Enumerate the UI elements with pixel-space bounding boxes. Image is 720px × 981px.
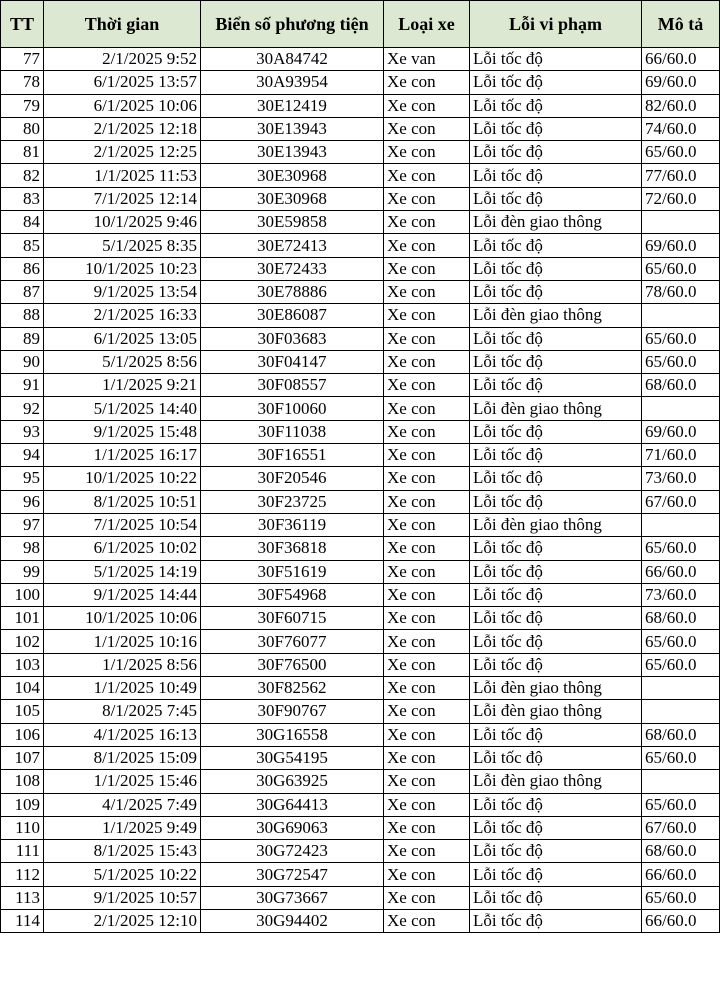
cell-time: 6/1/2025 10:02 xyxy=(44,537,201,560)
cell-plate: 30F20546 xyxy=(201,467,384,490)
cell-tt: 110 xyxy=(1,816,44,839)
cell-description: 72/60.0 xyxy=(642,187,720,210)
cell-tt: 85 xyxy=(1,234,44,257)
table-row xyxy=(1,211,720,234)
cell-plate: 30F76500 xyxy=(201,653,384,676)
cell-time: 9/1/2025 13:54 xyxy=(44,280,201,303)
cell-tt: 88 xyxy=(1,304,44,327)
cell-tt: 90 xyxy=(1,350,44,373)
cell-plate: 30E13943 xyxy=(201,141,384,164)
cell-description: 68/60.0 xyxy=(642,723,720,746)
cell-description: 69/60.0 xyxy=(642,420,720,443)
cell-time: 5/1/2025 14:40 xyxy=(44,397,201,420)
cell-plate: 30F16551 xyxy=(201,444,384,467)
cell-tt: 108 xyxy=(1,770,44,793)
cell-vehicle-type: Xe con xyxy=(384,700,470,723)
cell-plate: 30E78886 xyxy=(201,280,384,303)
cell-violation: Lỗi tốc độ xyxy=(470,350,642,373)
cell-vehicle-type: Xe con xyxy=(384,187,470,210)
cell-vehicle-type: Xe con xyxy=(384,257,470,280)
cell-vehicle-type: Xe con xyxy=(384,583,470,606)
cell-description xyxy=(642,304,720,327)
cell-violation: Lỗi đèn giao thông xyxy=(470,677,642,700)
cell-vehicle-type: Xe con xyxy=(384,886,470,909)
cell-vehicle-type: Xe con xyxy=(384,630,470,653)
cell-description: 68/60.0 xyxy=(642,607,720,630)
cell-time: 2/1/2025 12:18 xyxy=(44,117,201,140)
cell-violation: Lỗi tốc độ xyxy=(470,117,642,140)
cell-tt: 89 xyxy=(1,327,44,350)
table-row xyxy=(1,863,720,886)
cell-description: 65/60.0 xyxy=(642,257,720,280)
cell-plate: 30G94402 xyxy=(201,909,384,932)
cell-time: 1/1/2025 11:53 xyxy=(44,164,201,187)
table-row xyxy=(1,164,720,187)
cell-violation: Lỗi tốc độ xyxy=(470,490,642,513)
cell-violation: Lỗi tốc độ xyxy=(470,909,642,932)
cell-vehicle-type: Xe con xyxy=(384,141,470,164)
cell-tt: 79 xyxy=(1,94,44,117)
cell-violation: Lỗi tốc độ xyxy=(470,863,642,886)
cell-vehicle-type: Xe con xyxy=(384,490,470,513)
cell-vehicle-type: Xe con xyxy=(384,71,470,94)
cell-vehicle-type: Xe con xyxy=(384,909,470,932)
cell-description: 66/60.0 xyxy=(642,909,720,932)
cell-plate: 30G64413 xyxy=(201,793,384,816)
table-row xyxy=(1,793,720,816)
cell-time: 2/1/2025 12:10 xyxy=(44,909,201,932)
cell-time: 6/1/2025 13:57 xyxy=(44,71,201,94)
cell-plate: 30A93954 xyxy=(201,71,384,94)
table-row xyxy=(1,723,720,746)
cell-time: 2/1/2025 16:33 xyxy=(44,304,201,327)
cell-violation: Lỗi đèn giao thông xyxy=(470,397,642,420)
cell-time: 5/1/2025 8:56 xyxy=(44,350,201,373)
cell-violation: Lỗi tốc độ xyxy=(470,327,642,350)
cell-plate: 30G72423 xyxy=(201,840,384,863)
cell-tt: 100 xyxy=(1,583,44,606)
cell-plate: 30A84742 xyxy=(201,48,384,71)
cell-plate: 30F36119 xyxy=(201,513,384,536)
cell-plate: 30F54968 xyxy=(201,583,384,606)
cell-violation: Lỗi tốc độ xyxy=(470,141,642,164)
cell-plate: 30E30968 xyxy=(201,187,384,210)
cell-plate: 30F90767 xyxy=(201,700,384,723)
cell-tt: 97 xyxy=(1,513,44,536)
cell-violation: Lỗi tốc độ xyxy=(470,374,642,397)
cell-tt: 104 xyxy=(1,677,44,700)
cell-violation: Lỗi đèn giao thông xyxy=(470,513,642,536)
table-row xyxy=(1,71,720,94)
cell-time: 4/1/2025 16:13 xyxy=(44,723,201,746)
cell-violation: Lỗi tốc độ xyxy=(470,583,642,606)
cell-plate: 30E72413 xyxy=(201,234,384,257)
cell-plate: 30F04147 xyxy=(201,350,384,373)
cell-time: 7/1/2025 12:14 xyxy=(44,187,201,210)
cell-tt: 102 xyxy=(1,630,44,653)
cell-description: 65/60.0 xyxy=(642,327,720,350)
table-row xyxy=(1,840,720,863)
cell-time: 4/1/2025 7:49 xyxy=(44,793,201,816)
table-row xyxy=(1,746,720,769)
cell-description: 68/60.0 xyxy=(642,374,720,397)
cell-plate: 30F76077 xyxy=(201,630,384,653)
cell-plate: 30E72433 xyxy=(201,257,384,280)
cell-tt: 99 xyxy=(1,560,44,583)
cell-plate: 30F82562 xyxy=(201,677,384,700)
cell-tt: 86 xyxy=(1,257,44,280)
table-row xyxy=(1,909,720,932)
cell-time: 9/1/2025 14:44 xyxy=(44,583,201,606)
table-row xyxy=(1,304,720,327)
cell-plate: 30E59858 xyxy=(201,211,384,234)
cell-tt: 84 xyxy=(1,211,44,234)
cell-time: 10/1/2025 10:23 xyxy=(44,257,201,280)
cell-description: 65/60.0 xyxy=(642,141,720,164)
cell-description: 69/60.0 xyxy=(642,71,720,94)
cell-description: 69/60.0 xyxy=(642,234,720,257)
cell-description xyxy=(642,397,720,420)
table-row xyxy=(1,816,720,839)
cell-description: 78/60.0 xyxy=(642,280,720,303)
cell-vehicle-type: Xe con xyxy=(384,816,470,839)
cell-time: 2/1/2025 9:52 xyxy=(44,48,201,71)
cell-vehicle-type: Xe con xyxy=(384,327,470,350)
header-tt: TT xyxy=(1,1,44,48)
cell-description xyxy=(642,700,720,723)
cell-tt: 80 xyxy=(1,117,44,140)
cell-tt: 113 xyxy=(1,886,44,909)
cell-vehicle-type: Xe con xyxy=(384,513,470,536)
table-row xyxy=(1,583,720,606)
cell-plate: 30G16558 xyxy=(201,723,384,746)
cell-violation: Lỗi đèn giao thông xyxy=(470,770,642,793)
cell-violation: Lỗi tốc độ xyxy=(470,234,642,257)
cell-plate: 30E86087 xyxy=(201,304,384,327)
cell-description: 66/60.0 xyxy=(642,48,720,71)
cell-tt: 111 xyxy=(1,840,44,863)
cell-time: 8/1/2025 10:51 xyxy=(44,490,201,513)
cell-plate: 30E30968 xyxy=(201,164,384,187)
table-row xyxy=(1,770,720,793)
cell-description: 66/60.0 xyxy=(642,863,720,886)
cell-time: 1/1/2025 10:49 xyxy=(44,677,201,700)
cell-time: 5/1/2025 14:19 xyxy=(44,560,201,583)
cell-tt: 98 xyxy=(1,537,44,560)
cell-time: 10/1/2025 9:46 xyxy=(44,211,201,234)
cell-violation: Lỗi đèn giao thông xyxy=(470,700,642,723)
cell-description: 71/60.0 xyxy=(642,444,720,467)
cell-violation: Lỗi tốc độ xyxy=(470,607,642,630)
cell-plate: 30E13943 xyxy=(201,117,384,140)
cell-tt: 105 xyxy=(1,700,44,723)
cell-plate: 30G54195 xyxy=(201,746,384,769)
cell-description: 73/60.0 xyxy=(642,467,720,490)
cell-description: 73/60.0 xyxy=(642,583,720,606)
cell-tt: 95 xyxy=(1,467,44,490)
table-row xyxy=(1,350,720,373)
cell-vehicle-type: Xe con xyxy=(384,560,470,583)
cell-tt: 96 xyxy=(1,490,44,513)
cell-time: 10/1/2025 10:22 xyxy=(44,467,201,490)
table-row xyxy=(1,560,720,583)
table-row xyxy=(1,513,720,536)
cell-vehicle-type: Xe con xyxy=(384,444,470,467)
cell-tt: 82 xyxy=(1,164,44,187)
header-description: Mô tả xyxy=(642,1,720,48)
table-row xyxy=(1,630,720,653)
cell-description: 66/60.0 xyxy=(642,560,720,583)
cell-violation: Lỗi tốc độ xyxy=(470,537,642,560)
cell-plate: 30G69063 xyxy=(201,816,384,839)
table-row xyxy=(1,420,720,443)
cell-violation: Lỗi tốc độ xyxy=(470,467,642,490)
cell-vehicle-type: Xe con xyxy=(384,280,470,303)
cell-tt: 114 xyxy=(1,909,44,932)
table-row xyxy=(1,537,720,560)
cell-plate: 30F60715 xyxy=(201,607,384,630)
cell-violation: Lỗi tốc độ xyxy=(470,187,642,210)
cell-time: 7/1/2025 10:54 xyxy=(44,513,201,536)
cell-violation: Lỗi tốc độ xyxy=(470,630,642,653)
cell-vehicle-type: Xe con xyxy=(384,304,470,327)
cell-tt: 107 xyxy=(1,746,44,769)
cell-description: 65/60.0 xyxy=(642,653,720,676)
cell-description: 68/60.0 xyxy=(642,840,720,863)
cell-time: 5/1/2025 10:22 xyxy=(44,863,201,886)
cell-vehicle-type: Xe con xyxy=(384,374,470,397)
cell-vehicle-type: Xe con xyxy=(384,94,470,117)
cell-vehicle-type: Xe con xyxy=(384,677,470,700)
cell-tt: 103 xyxy=(1,653,44,676)
cell-violation: Lỗi tốc độ xyxy=(470,420,642,443)
cell-vehicle-type: Xe con xyxy=(384,840,470,863)
cell-vehicle-type: Xe con xyxy=(384,234,470,257)
cell-vehicle-type: Xe con xyxy=(384,537,470,560)
table-body xyxy=(1,48,720,933)
cell-violation: Lỗi đèn giao thông xyxy=(470,211,642,234)
cell-plate: 30F03683 xyxy=(201,327,384,350)
cell-description: 67/60.0 xyxy=(642,490,720,513)
cell-violation: Lỗi tốc độ xyxy=(470,886,642,909)
cell-time: 9/1/2025 10:57 xyxy=(44,886,201,909)
cell-violation: Lỗi tốc độ xyxy=(470,94,642,117)
cell-description xyxy=(642,770,720,793)
cell-description: 65/60.0 xyxy=(642,630,720,653)
cell-violation: Lỗi tốc độ xyxy=(470,793,642,816)
cell-description: 65/60.0 xyxy=(642,350,720,373)
cell-time: 6/1/2025 13:05 xyxy=(44,327,201,350)
cell-tt: 83 xyxy=(1,187,44,210)
table-row xyxy=(1,607,720,630)
cell-time: 1/1/2025 9:21 xyxy=(44,374,201,397)
cell-vehicle-type: Xe con xyxy=(384,211,470,234)
cell-vehicle-type: Xe con xyxy=(384,770,470,793)
cell-description: 65/60.0 xyxy=(642,537,720,560)
table-row xyxy=(1,141,720,164)
cell-tt: 112 xyxy=(1,863,44,886)
cell-description: 67/60.0 xyxy=(642,816,720,839)
cell-plate: 30F36818 xyxy=(201,537,384,560)
cell-tt: 78 xyxy=(1,71,44,94)
cell-violation: Lỗi tốc độ xyxy=(470,560,642,583)
cell-vehicle-type: Xe con xyxy=(384,653,470,676)
table-row xyxy=(1,490,720,513)
header-time: Thời gian xyxy=(44,1,201,48)
table-row xyxy=(1,677,720,700)
cell-time: 1/1/2025 16:17 xyxy=(44,444,201,467)
table-row xyxy=(1,117,720,140)
cell-plate: 30F51619 xyxy=(201,560,384,583)
cell-tt: 109 xyxy=(1,793,44,816)
header-row xyxy=(1,1,720,48)
header-violation: Lỗi vi phạm xyxy=(470,1,642,48)
cell-time: 10/1/2025 10:06 xyxy=(44,607,201,630)
cell-description: 82/60.0 xyxy=(642,94,720,117)
table-row xyxy=(1,444,720,467)
table-row xyxy=(1,327,720,350)
cell-vehicle-type: Xe con xyxy=(384,420,470,443)
cell-time: 8/1/2025 7:45 xyxy=(44,700,201,723)
cell-violation: Lỗi tốc độ xyxy=(470,816,642,839)
cell-tt: 94 xyxy=(1,444,44,467)
cell-plate: 30G72547 xyxy=(201,863,384,886)
cell-tt: 81 xyxy=(1,141,44,164)
table-row xyxy=(1,257,720,280)
cell-description xyxy=(642,677,720,700)
cell-vehicle-type: Xe con xyxy=(384,397,470,420)
cell-violation: Lỗi tốc độ xyxy=(470,257,642,280)
cell-vehicle-type: Xe con xyxy=(384,746,470,769)
cell-tt: 92 xyxy=(1,397,44,420)
cell-tt: 93 xyxy=(1,420,44,443)
cell-vehicle-type: Xe con xyxy=(384,793,470,816)
cell-violation: Lỗi tốc độ xyxy=(470,723,642,746)
table-row xyxy=(1,187,720,210)
cell-vehicle-type: Xe con xyxy=(384,350,470,373)
cell-violation: Lỗi tốc độ xyxy=(470,48,642,71)
cell-vehicle-type: Xe van xyxy=(384,48,470,71)
cell-time: 1/1/2025 8:56 xyxy=(44,653,201,676)
cell-description: 77/60.0 xyxy=(642,164,720,187)
cell-description: 65/60.0 xyxy=(642,886,720,909)
cell-vehicle-type: Xe con xyxy=(384,467,470,490)
header-plate: Biển số phương tiện xyxy=(201,1,384,48)
cell-violation: Lỗi tốc độ xyxy=(470,840,642,863)
cell-plate: 30E12419 xyxy=(201,94,384,117)
cell-plate: 30G73667 xyxy=(201,886,384,909)
table-row xyxy=(1,886,720,909)
cell-time: 1/1/2025 9:49 xyxy=(44,816,201,839)
table-row xyxy=(1,48,720,71)
table-row xyxy=(1,280,720,303)
cell-tt: 91 xyxy=(1,374,44,397)
cell-tt: 87 xyxy=(1,280,44,303)
table-row xyxy=(1,397,720,420)
cell-plate: 30F11038 xyxy=(201,420,384,443)
table-row xyxy=(1,653,720,676)
cell-description: 65/60.0 xyxy=(642,746,720,769)
header-vehicle-type: Loại xe xyxy=(384,1,470,48)
cell-violation: Lỗi tốc độ xyxy=(470,280,642,303)
cell-description xyxy=(642,513,720,536)
cell-description: 65/60.0 xyxy=(642,793,720,816)
cell-plate: 30F08557 xyxy=(201,374,384,397)
cell-plate: 30G63925 xyxy=(201,770,384,793)
cell-time: 2/1/2025 12:25 xyxy=(44,141,201,164)
cell-time: 5/1/2025 8:35 xyxy=(44,234,201,257)
table-row xyxy=(1,374,720,397)
table-row xyxy=(1,700,720,723)
cell-violation: Lỗi tốc độ xyxy=(470,444,642,467)
cell-plate: 30F23725 xyxy=(201,490,384,513)
cell-time: 9/1/2025 15:48 xyxy=(44,420,201,443)
cell-violation: Lỗi đèn giao thông xyxy=(470,304,642,327)
cell-description: 74/60.0 xyxy=(642,117,720,140)
cell-violation: Lỗi tốc độ xyxy=(470,746,642,769)
cell-vehicle-type: Xe con xyxy=(384,863,470,886)
cell-tt: 101 xyxy=(1,607,44,630)
cell-vehicle-type: Xe con xyxy=(384,117,470,140)
cell-vehicle-type: Xe con xyxy=(384,164,470,187)
cell-time: 1/1/2025 10:16 xyxy=(44,630,201,653)
cell-time: 8/1/2025 15:43 xyxy=(44,840,201,863)
table-row xyxy=(1,234,720,257)
cell-time: 1/1/2025 15:46 xyxy=(44,770,201,793)
cell-violation: Lỗi tốc độ xyxy=(470,653,642,676)
table-row xyxy=(1,94,720,117)
cell-plate: 30F10060 xyxy=(201,397,384,420)
cell-time: 8/1/2025 15:09 xyxy=(44,746,201,769)
cell-tt: 106 xyxy=(1,723,44,746)
cell-time: 6/1/2025 10:06 xyxy=(44,94,201,117)
cell-vehicle-type: Xe con xyxy=(384,607,470,630)
table-row xyxy=(1,467,720,490)
cell-description xyxy=(642,211,720,234)
cell-tt: 77 xyxy=(1,48,44,71)
cell-violation: Lỗi tốc độ xyxy=(470,164,642,187)
cell-vehicle-type: Xe con xyxy=(384,723,470,746)
cell-violation: Lỗi tốc độ xyxy=(470,71,642,94)
